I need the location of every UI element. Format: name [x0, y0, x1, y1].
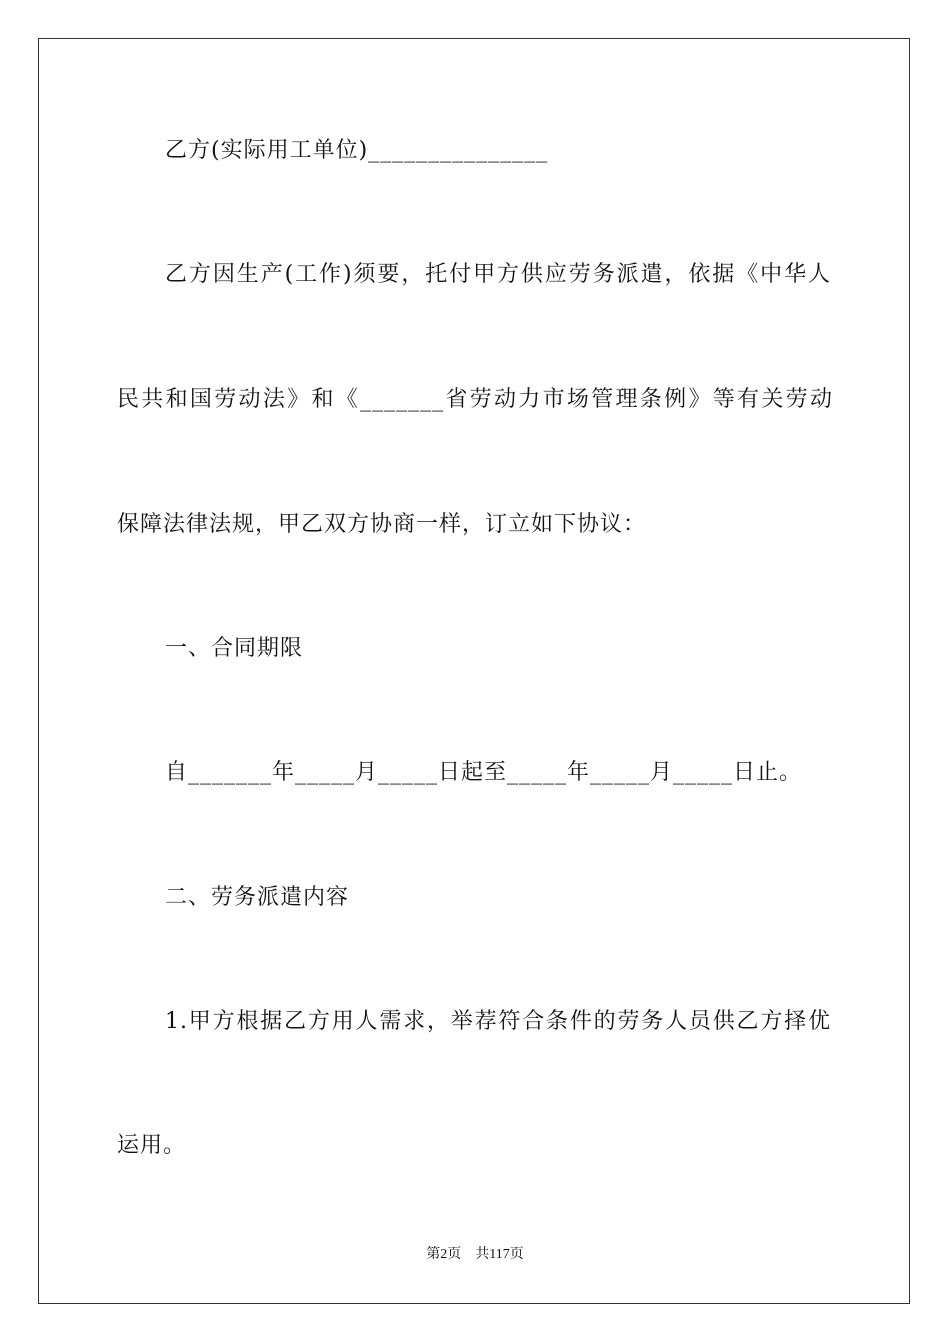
clause-line: 运用。 [117, 1133, 187, 1158]
clause-line: 1.甲方根据乙方用人需求，举荐符合条件的劳务人员供乙方择优 [165, 1009, 831, 1034]
page-number: 第2页 [426, 1247, 462, 1262]
section-heading-dispatch-content: 二、劳务派遣内容 [165, 885, 350, 910]
party-b-line: 乙方(实际用工单位)_______________ [165, 138, 549, 163]
paragraph-line: 乙方因生产(工作)须要，托付甲方供应劳务派遣，依据《中华人 [165, 262, 831, 287]
page-footer [0, 1246, 950, 1264]
contract-period-line: 自_______年_____月_____日起至_____年_____月_____日止。 [165, 760, 803, 785]
paragraph-line: 保障法律法规，甲乙双方协商一样，订立如下协议： [117, 512, 647, 537]
page-border [38, 38, 910, 1304]
page-total: 共117页 [475, 1247, 524, 1262]
paragraph-line: 民共和国劳动法》和《_______省劳动力市场管理条例》等有关劳动 [117, 387, 833, 412]
section-heading-contract-term: 一、合同期限 [165, 636, 304, 661]
